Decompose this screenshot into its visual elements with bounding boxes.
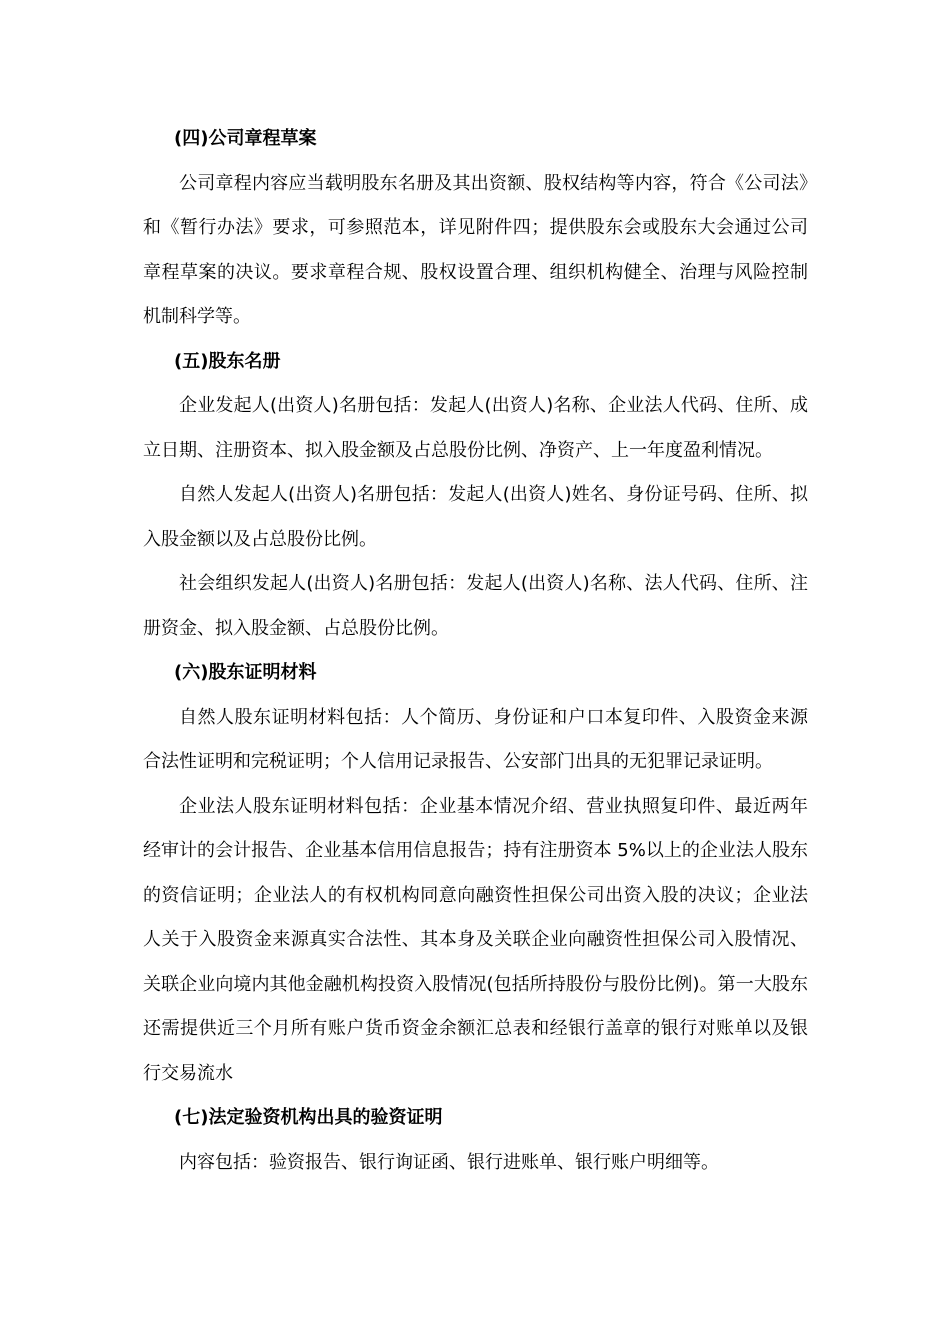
paragraph: 内容包括：验资报告、银行询证函、银行进账单、银行账户明细等。 [179, 1151, 719, 1173]
paragraph: 公司章程内容应当载明股东名册及其出资额、股权结构等内容，符合《公司法》和《暂行办法》要求，可参照范本，详见附件四；提供股东会或股东大会通过公司章程草案的决议。要求章程合规、股权设置合理、组织机构健全、治理与风险控制机制科学等。 [143, 172, 808, 327]
paragraph: 社会组织发起人(出资人)名册包括：发起人(出资人)名称、法人代码、住所、注册资金、拟入股金额、占总股份比例。 [143, 573, 808, 639]
document-body [143, 117, 808, 1185]
paragraph: 自然人发起人(出资人)名册包括：发起人(出资人)姓名、身份证号码、住所、拟入股金额以及占总股份比例。 [143, 484, 808, 550]
section-heading: (五)股东名册 [174, 350, 281, 372]
paragraph: 企业发起人(出资人)名册包括：发起人(出资人)名称、企业法人代码、住所、成立日期、注册资本、拟入股金额及占总股份比例、净资产、上一年度盈利情况。 [143, 395, 808, 461]
section-shareholder-register [143, 340, 808, 652]
section-articles-of-association [143, 117, 808, 340]
section-capital-verification [143, 1096, 808, 1185]
paragraph: 企业法人股东证明材料包括：企业基本情况介绍、营业执照复印件、最近两年经审计的会计报告、企业基本信用信息报告；持有注册资本 5%以上的企业法人股东的资信证明；企业法人的有权机构同意向融资性担保公司出资入股的决议；企业法人关于入股资金来源真实合法性、其本身及关联企业向融资性担保公司入股情况、关联企业向境内其他金融机构投资入股情况(包括所持股份与股份比例)。第一大股东还需提供近三个月所有账户货币资金余额汇总表和经银行盖章的银行对账单以及银行交易流水 [143, 795, 808, 1084]
section-shareholder-proof [143, 651, 808, 1096]
paragraph: 自然人股东证明材料包括：人个简历、身份证和户口本复印件、入股资金来源合法性证明和完税证明；个人信用记录报告、公安部门出具的无犯罪记录证明。 [143, 706, 808, 772]
section-heading: (四)公司章程草案 [174, 128, 317, 149]
section-heading: (七)法定验资机构出具的验资证明 [174, 1107, 443, 1128]
section-heading: (六)股东证明材料 [174, 662, 317, 683]
